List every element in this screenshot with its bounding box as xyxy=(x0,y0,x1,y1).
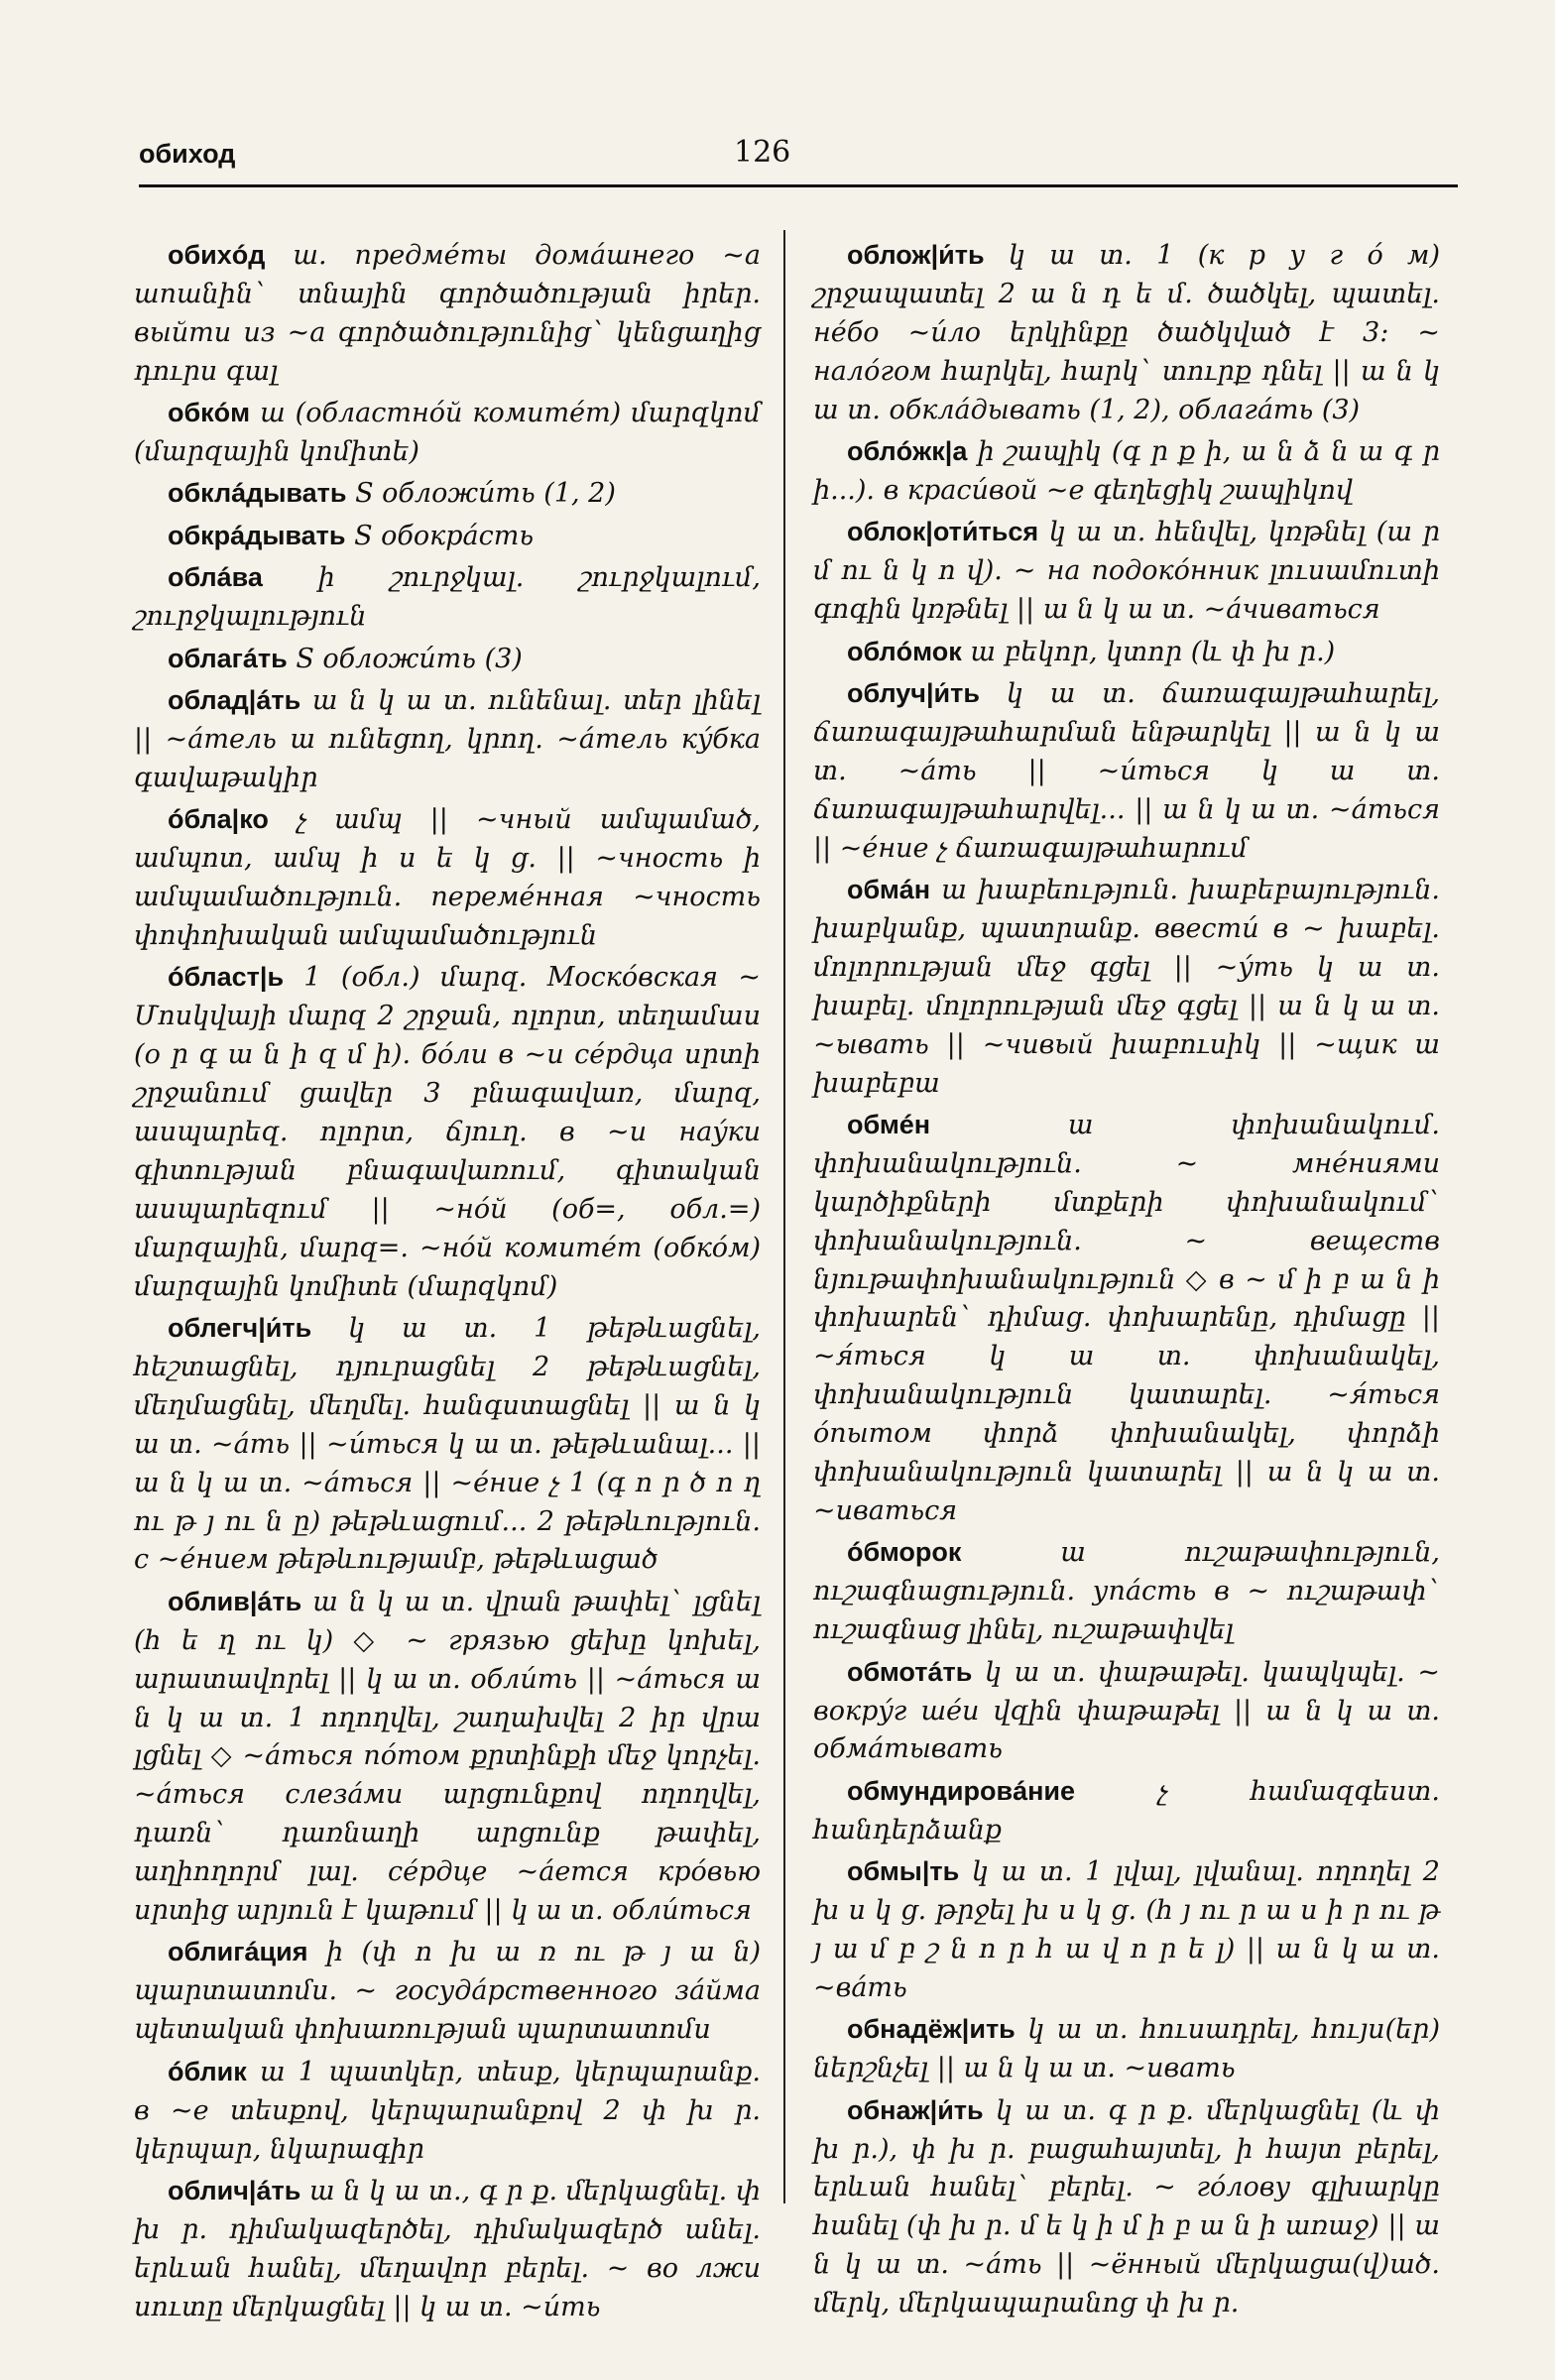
dictionary-entry xyxy=(134,236,761,392)
entry-definition: չ համազգեստ. հանդերձանք xyxy=(813,1775,1440,1845)
entry-headword: óбморок xyxy=(847,1537,962,1568)
entry-headword: облáва xyxy=(168,562,263,593)
entry-headword: обихóд xyxy=(168,240,266,270)
entry-definition: ի շապիկ (գ ր ք ի, ա ն ձ ն ա գ ր ի...). в краси́вой ~е գեղեցիկ շապիկով xyxy=(813,436,1440,506)
dictionary-entry xyxy=(813,1533,1440,1650)
entry-headword: обкóм xyxy=(168,398,251,428)
right-column xyxy=(813,236,1440,2326)
entry-definition: ի շուրջկալ. շուրջկալում, շուրջկալություն xyxy=(134,562,761,633)
dictionary-entry xyxy=(813,1653,1440,1770)
entry-headword: обмы|ть xyxy=(847,1856,960,1887)
entry-headword: облож|и́ть xyxy=(847,240,985,270)
entry-headword: обклáдывать xyxy=(168,478,347,509)
entry-headword: облóмок xyxy=(847,636,962,666)
entry-definition: ա խաբեություն. խաբեբայություն. խաբկանք, պատրանք. ввести́ в ~ խաբել. մոլորության մեջ գցել || ~ýть կ ա տ. խաբել. մոլորության մեջ գցել || ա ն կ ա տ. ~ывать || ~чивый խաբուսիկ || ~щик ա խաբեբա xyxy=(813,875,1440,1099)
entry-definition: կ ա տ. հենվել, կռթնել (ա ր մ ու ն կ ո վ). ~ на подокóнник լուսամուտի գոգին կռթնել || ա ն կ ա տ. ~áчиваться xyxy=(813,517,1440,626)
dictionary-entry xyxy=(813,1772,1440,1850)
entry-definition: S обложи́ть (3) xyxy=(296,643,523,674)
entry-definition: կ ա տ. 1 լվալ, լվանալ. ողողել 2 խ ս կ ց. թրջել խ ս կ ց. (հ յ ու ր ա ս ի ր ու թ յ ա մ բ շ ն ո ր հ ա վ ո ր ե լ) || ա ն կ ա տ. ~вáть xyxy=(813,1856,1440,2003)
dictionary-entry xyxy=(134,681,761,798)
entry-definition: ш (областнóй комитéт) մարզկոմ (մարզային կոմիտե) xyxy=(134,398,761,468)
dictionary-entry xyxy=(134,1309,761,1580)
entry-definition: ա ն կ ա տ., գ ր ք. մերկացնել. փ խ ր. դիմակազերծել, դիմակազերծ անել. երևան հանել, մեղավոր բերել. ~ во лжи սուտը մերկացնել || կ ա տ. ~и́ть xyxy=(134,2175,761,2322)
dictionary-entry xyxy=(813,1852,1440,2008)
page-header xyxy=(139,135,1458,184)
dictionary-entry xyxy=(134,800,761,956)
dictionary-entry xyxy=(134,394,761,472)
dictionary-entry xyxy=(813,513,1440,630)
entry-definition: ш. предмéты домáшнего ~а шпшնին` տնային գործածության իրեր. выйти из ~а գործածությունից` կենցաղից դուրս գալ xyxy=(134,240,762,387)
dictionary-entry xyxy=(813,2091,1440,2323)
dictionary-entry xyxy=(813,871,1440,1103)
entry-headword: облад|áть xyxy=(168,684,301,715)
dictionary-entry xyxy=(134,640,761,679)
dictionary-entry xyxy=(813,2010,1440,2088)
header-rule xyxy=(139,184,1458,187)
entry-headword: óбла|ко xyxy=(168,804,269,835)
entry-headword: обмотáть xyxy=(847,1656,973,1687)
dictionary-entry xyxy=(134,2172,761,2327)
dictionary-entry xyxy=(134,2053,761,2170)
entry-headword: обнаж|и́ть xyxy=(847,2094,984,2125)
entry-headword: облич|áть xyxy=(168,2175,301,2205)
entry-definition: կ ա տ. հուսադրել, հույս(եր) ներշնչել || ա ն կ ա տ. ~ивать xyxy=(813,2014,1440,2084)
column-rule xyxy=(783,230,785,2203)
dictionary-entry xyxy=(134,474,761,514)
entry-headword: обмáн xyxy=(847,875,931,904)
entry-definition: ա փոխանակում. փոխանակություն. ~ мнéниями կարծիքների մտքերի փոխանակում` փոխանակություն. ~ веществ նյութափոխանակություն ◇ в ~ մ ի բ ա ն ի փոխարեն` դիմաց. փոխարենը, դիմացը || ~я́ться կ ա տ. փոխանակել, փոխանակություն կատարել. ~я́ться óпытом փորձ փոխանակել, փորձի փոխանակություն կատարել || ա ն կ ա տ. ~иваться xyxy=(813,1109,1440,1526)
entry-definition: S обложи́ть (1, 2) xyxy=(355,478,616,510)
entry-headword: облегч|и́ть xyxy=(168,1312,312,1343)
dictionary-entry xyxy=(134,517,761,556)
entry-definition: կ ա տ. 1 թեթևացնել, հեշտացնել, դյուրացնել 2 թեթևացնել, մեղմացնել, մեղմել. հանգստացնել || ա ն կ ա տ. ~áть || ~и́ться կ ա տ. թեթևանալ... || ա ն կ ա տ. ~áться || ~éние չ 1 (գ ո ր ծ ո ղ ու թ յ ու ն ը) թեթևացում... 2 թեթևություն. с ~éнием թեթևությամբ, թեթևացած xyxy=(134,1312,761,1576)
dictionary-entry xyxy=(813,236,1440,430)
entry-headword: облок|оти́ться xyxy=(847,517,1039,547)
entry-definition: չ ամպ || ~чный ամպամած, ամպոտ, ամպ ի ս ե կ ց. || ~чность ի ամպամածություն. переме́нная ~чность փոփոխական ամպամածություն xyxy=(134,804,761,951)
page-number: 126 xyxy=(734,135,791,170)
entry-definition: ա բեկոր, կտոր (և փ խ ր.) xyxy=(970,636,1336,667)
dictionary-entry xyxy=(813,1106,1440,1531)
dictionary-entry xyxy=(134,1933,761,2050)
entry-headword: облуч|и́ть xyxy=(847,677,980,708)
dictionary-entry xyxy=(134,958,761,1306)
entry-headword: обмундировáние xyxy=(847,1775,1076,1806)
entry-headword: облагáть xyxy=(168,643,288,673)
entry-definition: ա 1 պատկեր, տեսք, կերպարանք. в ~е տեսքով, կերպարանքով 2 փ խ ր. կերպար, նկարագիր xyxy=(134,2056,761,2165)
entry-headword: облóжк|а xyxy=(847,436,968,467)
dictionary-entry xyxy=(813,432,1440,511)
entry-definition: կ ա տ. ճառագայթահարել, ճառագայթահարման ենթարկել || ա ն կ ա տ. ~áть || ~и́ться կ ա տ. ճառագայթահարվել... || ա ն կ ա տ. ~áться || ~éние չ ճառագայթահարում xyxy=(813,677,1440,864)
entry-headword: облигáция xyxy=(168,1937,308,1967)
entry-definition: կ ա տ. փաթաթել. կապկպել. ~ вокрýг шéи վզին փաթաթել || ա ն կ ա տ. обмáтывать xyxy=(813,1656,1440,1765)
entry-headword: óблик xyxy=(168,2056,247,2086)
entry-headword: обкрáдывать xyxy=(168,520,346,550)
entry-headword: обмéн xyxy=(847,1109,931,1139)
entry-definition: 1 (обл.) մարզ. Москóвская ~ Մոսկվայի մարզ 2 շրջան, ոլորտ, տեղամաս (օ ր գ ա ն ի զ մ ի). бóли в ~и сéрдца սրտի շրջանում ցավեր 3 բնագավառ, մարզ, ասպարեզ. ոլորտ, ճյուղ. в ~и наýки գիտության բնագավառում, գիտական ասպարեզում || ~нóй (об=, обл.=) մարզային, մարզ=. ~нóй комитéт (обкóм) մարզային կոմիտե (մարզկոմ) xyxy=(134,962,761,1302)
entry-definition: կ ա տ. 1 (к р у г ó м) շրջապատել 2 ա ն դ ե մ. ծածկել, պատել. нéбо ~и́ло երկինքը ծածկված է 3: ~ налóгом հարկել, հարկ` տուրք դնել || ա ն կ ա տ. обклáдывать (1, 2), облагáть (3) xyxy=(813,240,1440,425)
entry-definition: ա ուշաթափություն, ուշագնացություն. упáсть в ~ ուշաթափ` ուշագնաց լինել, ուշաթափվել xyxy=(813,1537,1440,1646)
entry-definition: ի (փ ո խ ա ռ ու թ յ ա ն) պարտատոմս. ~ госудáрственного зáйма պետական փոխառության պարտատոմս xyxy=(134,1937,761,2046)
entry-definition: ա ն կ ա տ. վրան թափել` լցնել (հ ե ղ ու կ) ◇ ~ грязью ցեխը կոխել, արատավորել || կ ա տ. обли́ть || ~áться ա ն կ ա տ. 1 ողողվել, շաղախվել 2 իր վրա լցնել ◇ ~áться пóтом քրտինքի մեջ կորչել. ~áться слезáми արցունքով ողողվել, դառն` դառնաղի արցունք թափել, աղիողորմ լալ. сéрдце ~áется крóвью սրտից արյուն է կաթում || կ ա տ. обли́ться xyxy=(134,1586,761,1927)
entry-headword: óбласт|ь xyxy=(168,962,285,993)
entry-definition: ա ն կ ա տ. ունենալ. տեր լինել || ~áтель ա ունեցող, կրող. ~áтель кýбка գավաթակիր xyxy=(134,684,761,793)
running-head: обиход xyxy=(139,139,236,169)
entry-headword: обнадёж|ить xyxy=(847,2014,1016,2045)
dictionary-entry xyxy=(813,674,1440,869)
dictionary-entry xyxy=(134,558,761,637)
entry-definition: կ ա տ. գ ր ք. մերկացնել (և փ խ ր.), փ խ ր. բացահայտել, ի հայտ բերել, երևան հանել` բերել. ~ гóлову գլխարկը հանել (փ խ ր. մ ե կ ի մ ի բ ա ն ի առաջ) || ա ն կ ա տ. ~áть || ~ённый մերկացա(վ)ած. մերկ, մերկապարանոց փ խ ր. xyxy=(813,2094,1440,2320)
dictionary-entry xyxy=(813,633,1440,672)
entry-headword: облив|áть xyxy=(168,1586,302,1616)
entry-definition: S обокрáсть xyxy=(354,520,535,551)
dictionary-entry xyxy=(134,1583,761,1931)
left-column xyxy=(134,236,761,2329)
